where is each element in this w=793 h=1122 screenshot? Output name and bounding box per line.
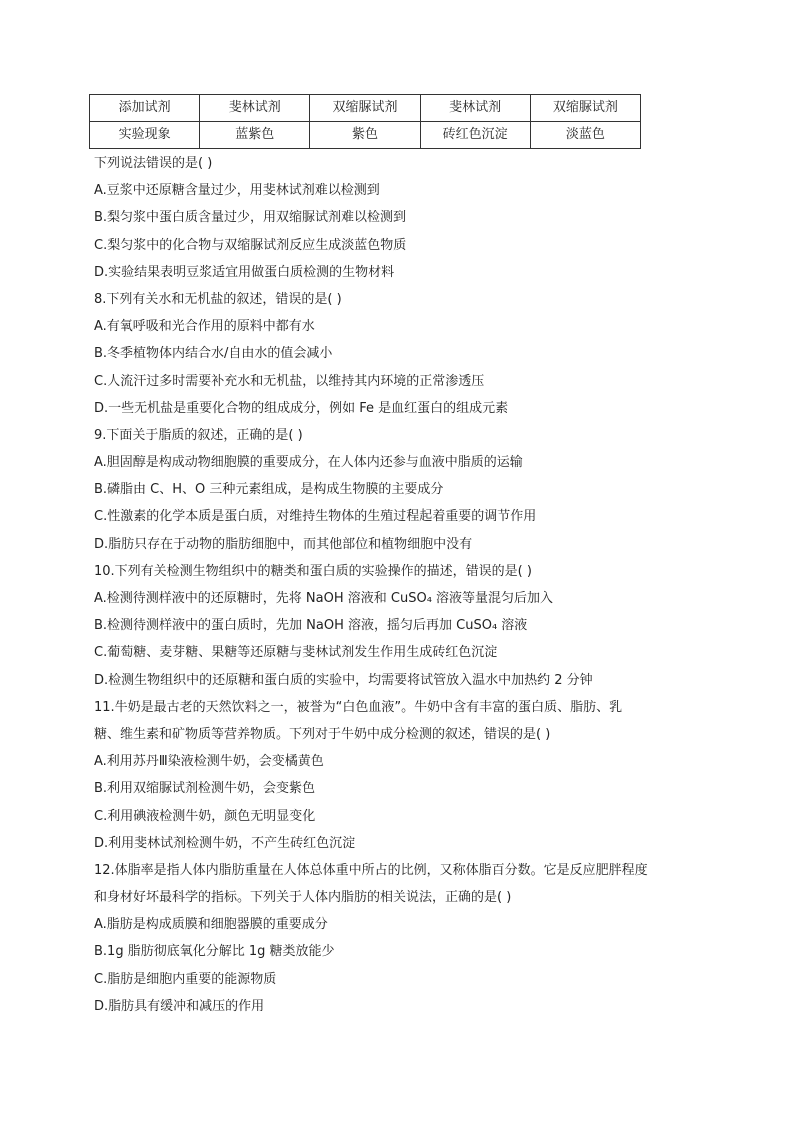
option-line: D.一些无机盐是重要化合物的组成成分，例如 Fe 是血红蛋白的组成元素 xyxy=(94,400,509,416)
option-line: B.冬季植物体内结合水/自由水的值会减小 xyxy=(94,346,333,362)
option-line: B.利用双缩脲试剂检测牛奶，会变紫色 xyxy=(94,781,316,797)
option-line: B.检测待测样液中的蛋白质时，先加 NaOH 溶液，摇匀后再加 CuSO₄ 溶液 xyxy=(94,618,528,634)
table-cell: 实验现象 xyxy=(90,122,200,149)
table-cell: 斐林试剂 xyxy=(420,95,530,122)
table-cell: 砖红色沉淀 xyxy=(420,122,530,149)
table-cell: 紫色 xyxy=(310,122,420,149)
table-cell: 双缩脲试剂 xyxy=(310,95,420,122)
option-line: C.人流汗过多时需要补充水和无机盐，以维持其内环境的正常渗透压 xyxy=(94,373,485,389)
experiment-result-table xyxy=(89,94,641,149)
option-line: A.利用苏丹Ⅲ染液检测牛奶，会变橘黄色 xyxy=(94,754,324,770)
option-line: C.葡萄糖、麦芽糖、果糖等还原糖与斐林试剂发生作用生成砖红色沉淀 xyxy=(94,645,498,661)
question-stem-continued: 和身材好坏最科学的指标。下列关于人体内脂肪的相关说法，正确的是( ) xyxy=(94,890,512,906)
table-cell: 斐林试剂 xyxy=(200,95,310,122)
table-cell: 淡蓝色 xyxy=(530,122,640,149)
table-cell: 双缩脲试剂 xyxy=(530,95,640,122)
question-stem-continued: 糖、维生素和矿物质等营养物质。下列对于牛奶中成分检测的叙述，错误的是( ) xyxy=(94,726,551,742)
option-line: C.梨匀浆中的化合物与双缩脲试剂反应生成淡蓝色物质 xyxy=(94,237,407,253)
table-cell: 蓝紫色 xyxy=(200,122,310,149)
option-line: A.脂肪是构成质膜和细胞器膜的重要成分 xyxy=(94,917,328,933)
table-row-phenomena xyxy=(90,122,641,149)
question-stem: 8.下列有关水和无机盐的叙述，错误的是( ) xyxy=(94,291,342,307)
question-stem: 下列说法错误的是( ) xyxy=(94,156,213,171)
option-line: D.实验结果表明豆浆适宜用做蛋白质检测的生物材料 xyxy=(94,264,395,280)
option-line: D.利用斐林试剂检测牛奶，不产生砖红色沉淀 xyxy=(94,835,356,851)
question-stem: 9.下面关于脂质的叙述，正确的是( ) xyxy=(94,427,303,443)
option-line: B.梨匀浆中蛋白质含量过少，用双缩脲试剂难以检测到 xyxy=(94,210,407,226)
option-line: A.豆浆中还原糖含量过少，用斐林试剂难以检测到 xyxy=(94,183,380,199)
table-row-reagents xyxy=(90,95,641,122)
question-text-block xyxy=(94,150,734,1020)
option-line: C.性激素的化学本质是蛋白质，对维持生物体的生殖过程起着重要的调节作用 xyxy=(94,509,537,525)
option-line: B.磷脂由 C、H、O 三种元素组成，是构成生物膜的主要成分 xyxy=(94,482,444,498)
option-line: D.脂肪只存在于动物的脂肪细胞中，而其他部位和植物细胞中没有 xyxy=(94,536,473,552)
option-line: C.脂肪是细胞内重要的能源物质 xyxy=(94,971,277,987)
option-line: A.有氧呼吸和光合作用的原料中都有水 xyxy=(94,319,315,335)
option-line: B.1g 脂肪彻底氧化分解比 1g 糖类放能少 xyxy=(94,944,335,960)
table-cell: 添加试剂 xyxy=(90,95,200,122)
question-stem: 11.牛奶是最古老的天然饮料之一，被誉为“白色血液”。牛奶中含有丰富的蛋白质、脂肪、乳 xyxy=(94,699,623,715)
option-line: D.脂肪具有缓冲和减压的作用 xyxy=(94,998,265,1014)
question-stem: 12.体脂率是指人体内脂肪重量在人体总体重中所占的比例，又称体脂百分数。它是反应肥胖程度 xyxy=(94,862,648,878)
option-line: D.检测生物组织中的还原糖和蛋白质的实验中，均需要将试管放入温水中加热约 2 分钟 xyxy=(94,672,593,688)
option-line: A.检测待测样液中的还原糖时，先将 NaOH 溶液和 CuSO₄ 溶液等量混匀后加入 xyxy=(94,591,554,606)
option-line: A.胆固醇是构成动物细胞膜的重要成分，在人体内还参与血液中脂质的运输 xyxy=(94,455,523,471)
question-stem: 10.下列有关检测生物组织中的糖类和蛋白质的实验操作的描述，错误的是( ) xyxy=(94,563,532,579)
option-line: C.利用碘液检测牛奶，颜色无明显变化 xyxy=(94,808,316,824)
